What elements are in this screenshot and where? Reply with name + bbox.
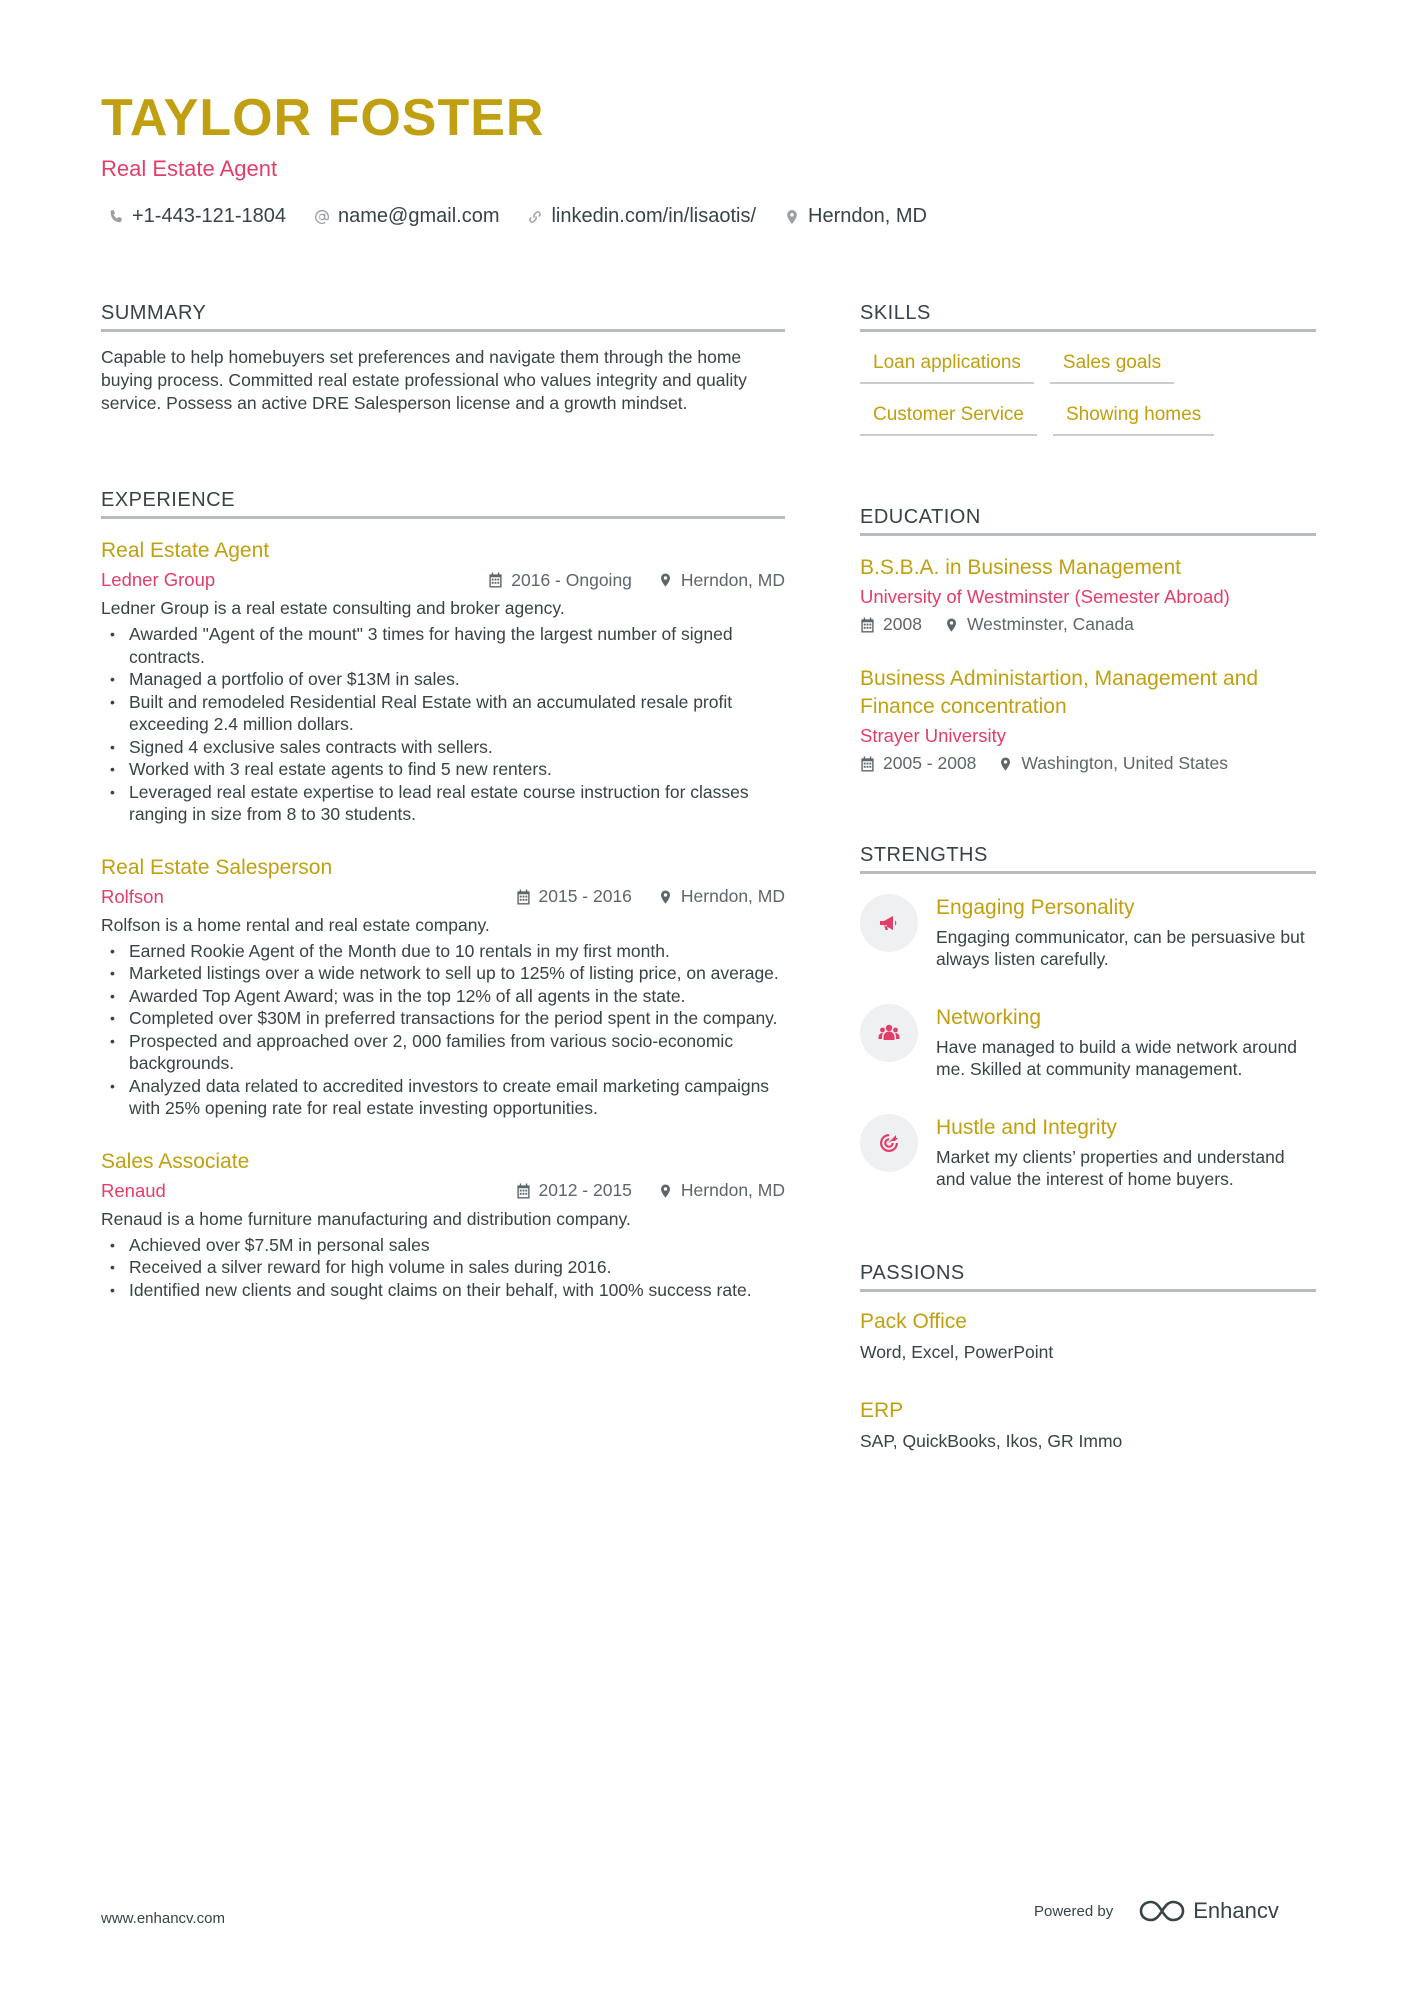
education-degree: Business Administartion, Management and Finance concentration [860,667,1259,718]
megaphone-icon [877,911,901,935]
job-entry [101,1150,785,1302]
target-icon [877,1131,901,1155]
passion-description: Word, Excel, PowerPoint [860,1342,1054,1362]
location-pin-icon [658,1183,673,1199]
summary-section [101,302,785,415]
skills-section [860,302,1316,436]
job-location-text: Herndon, MD [680,1180,785,1200]
job-dates [516,1180,632,1201]
strength-entry [860,894,1316,970]
job-info-row [101,1180,785,1202]
job-bullets [101,623,785,826]
education-entry [860,665,1316,774]
footer-website[interactable]: www.enhancv.com [101,1910,225,1927]
education-section [860,506,1316,774]
strength-body [936,1114,1316,1190]
location-pin-icon [784,209,800,225]
strength-title: Networking [936,1006,1042,1029]
education-location-text: Westminster, Canada [966,614,1134,634]
calendar-icon [860,756,875,772]
strength-description: Engaging communicator, can be persuasive but always listen carefully. [936,927,1305,969]
job-bullet: • Marketed listings over a wide network to sell up to 125% of listing price, on average. [101,962,785,985]
job-company: Renaud [101,1179,166,1201]
job-bullet: • Leveraged real estate expertise to lead real estate course instruction for classes ranging in size from 8 to 30 students. [101,781,785,826]
location-pin-icon [998,756,1013,772]
education-degree: B.S.B.A. in Business Management [860,556,1181,579]
passion-title: Pack Office [860,1310,967,1333]
job-location [658,570,785,591]
education-dates-text: 2005 - 2008 [883,753,977,773]
job-info-row [101,886,785,908]
strength-description: Market my clients’ properties and understand and value the interest of home buyers. [936,1147,1285,1189]
job-description: Ledner Group is a real estate consulting and broker agency. [101,598,565,618]
left-column [101,302,785,1301]
skill-tag: Loan applications [860,346,1034,384]
strength-body [936,1004,1316,1080]
job-entry [101,856,785,1120]
job-bullet: • Received a silver reward for high volume in sales during 2016. [101,1256,785,1279]
experience-section [101,489,785,1301]
contact-linkedin[interactable] [527,205,756,228]
location-pin-icon [944,617,959,633]
job-location-text: Herndon, MD [680,886,785,906]
strength-icon-circle [860,1004,918,1062]
skill-tag: Sales goals [1050,346,1174,384]
linkedin-text: linkedin.com/in/lisaotis/ [551,205,757,227]
strengths-section [860,844,1316,1190]
strength-title: Hustle and Integrity [936,1116,1117,1139]
job-bullet: • Managed a portfolio of over $13M in sales. [101,668,785,691]
calendar-icon [516,889,531,905]
skills-list [860,346,1300,436]
job-bullets [101,1234,785,1302]
enhancv-logo[interactable] [1139,1898,1279,1924]
job-meta [516,1180,786,1201]
passions-heading: PASSIONS [860,1262,1316,1292]
job-bullet: • Signed 4 exclusive sales contracts with sellers. [101,736,785,759]
contact-email[interactable] [314,205,499,228]
location-pin-icon [658,572,673,588]
job-dates-text: 2012 - 2015 [538,1180,632,1200]
education-heading: EDUCATION [860,506,1316,536]
strength-description: Have managed to build a wide network around me. Skilled at community management. [936,1037,1297,1079]
passion-entry [860,1310,1316,1363]
education-dates [860,614,922,635]
powered-by-text: Powered by [1034,1902,1114,1920]
job-bullet: • Completed over $30M in preferred transactions for the period spent in the company. [101,1007,785,1030]
education-dates [860,753,976,774]
education-school: University of Westminster (Semester Abroad) [860,586,1230,607]
skill-tag: Showing homes [1053,398,1214,436]
experience-heading: EXPERIENCE [101,489,785,519]
summary-text: Capable to help homebuyers set preferences and navigate them through the home buying process. Committed real estate professional who values integrity and quality service. Possess an active DRE Salesperson license and a growth mindset. [101,347,747,413]
job-location [658,886,785,907]
job-description: Rolfson is a home rental and real estate company. [101,914,490,935]
location-pin-icon [658,889,673,905]
strength-entry [860,1004,1316,1080]
calendar-icon [516,1183,531,1199]
enhancv-logo-icon [1139,1898,1185,1924]
job-description: Renaud is a home furniture manufacturing and distribution company. [101,1208,631,1229]
education-meta [860,753,1316,774]
job-entry [101,539,785,826]
strength-title: Engaging Personality [936,896,1135,919]
passion-description: SAP, QuickBooks, Ikos, GR Immo [860,1431,1123,1451]
location-text: Herndon, MD [808,205,927,227]
contact-phone [108,205,286,228]
job-bullet: • Worked with 3 real estate agents to find 5 new renters. [101,758,785,781]
strength-icon-circle [860,894,918,952]
at-icon [314,209,330,225]
phone-icon [108,209,124,225]
job-company: Rolfson [101,885,164,907]
calendar-icon [488,572,503,588]
job-title: Sales Associate [101,1149,250,1173]
job-bullet: • Achieved over $7.5M in personal sales [101,1234,785,1257]
job-meta [488,570,785,591]
passion-entry [860,1399,1316,1452]
strength-body [936,894,1316,970]
email-text: name@gmail.com [338,205,500,227]
education-school: Strayer University [860,725,1006,746]
calendar-icon [860,617,875,633]
job-bullet: • Prospected and approached over 2, 000 families from various socio-economic backgrounds. [101,1030,785,1075]
job-dates [516,886,632,907]
job-title: Real Estate Agent [101,539,270,562]
strengths-heading: STRENGTHS [860,844,1316,874]
job-bullet: • Analyzed data related to accredited investors to create email marketing campaigns with 25% opening rate for real estate investing opportunities. [101,1075,785,1120]
summary-heading: SUMMARY [101,302,785,332]
strength-entry [860,1114,1316,1190]
job-bullet: • Awarded "Agent of the mount" 3 times for having the largest number of signed contracts. [101,623,785,668]
education-location-text: Washington, United States [1021,753,1228,773]
job-meta [516,886,786,907]
job-bullet: • Built and remodeled Residential Real Estate with an accumulated resale profit exceeding 2.4 million dollars. [101,691,785,736]
contact-bar [108,205,927,228]
job-location [658,1180,785,1201]
link-icon [527,209,543,225]
education-meta [860,614,1316,635]
strength-icon-circle [860,1114,918,1172]
phone-text: +1-443-121-1804 [132,205,287,227]
education-location [998,753,1228,774]
job-dates-text: 2015 - 2016 [538,886,632,906]
job-dates-text: 2016 - Ongoing [511,569,632,590]
job-title: Real Estate Salesperson [101,855,333,879]
brand-name: Enhancv [1193,1898,1279,1923]
education-entry [860,554,1316,635]
job-location-text: Herndon, MD [680,569,785,590]
skills-heading: SKILLS [860,302,1316,332]
people-icon [877,1021,901,1045]
job-company: Ledner Group [101,569,216,590]
job-info-row [101,569,785,591]
candidate-role: Real Estate Agent [101,156,278,181]
job-bullet: • Earned Rookie Agent of the Month due to 10 rentals in my first month. [101,940,785,963]
passions-section [860,1262,1316,1452]
passion-title: ERP [860,1399,904,1422]
education-dates-text: 2008 [883,614,922,634]
job-dates [488,570,632,591]
contact-location [784,205,927,228]
footer-branding [1034,1898,1279,1924]
job-bullet: • Awarded Top Agent Award; was in the top 12% of all agents in the state. [101,985,785,1008]
skill-tag: Customer Service [860,398,1037,436]
job-bullet: • Identified new clients and sought claims on their behalf, with 100% success rate. [101,1279,785,1302]
candidate-name: TAYLOR FOSTER [101,89,545,147]
education-location [944,614,1134,635]
job-bullets [101,940,785,1120]
right-column [860,302,1316,1452]
